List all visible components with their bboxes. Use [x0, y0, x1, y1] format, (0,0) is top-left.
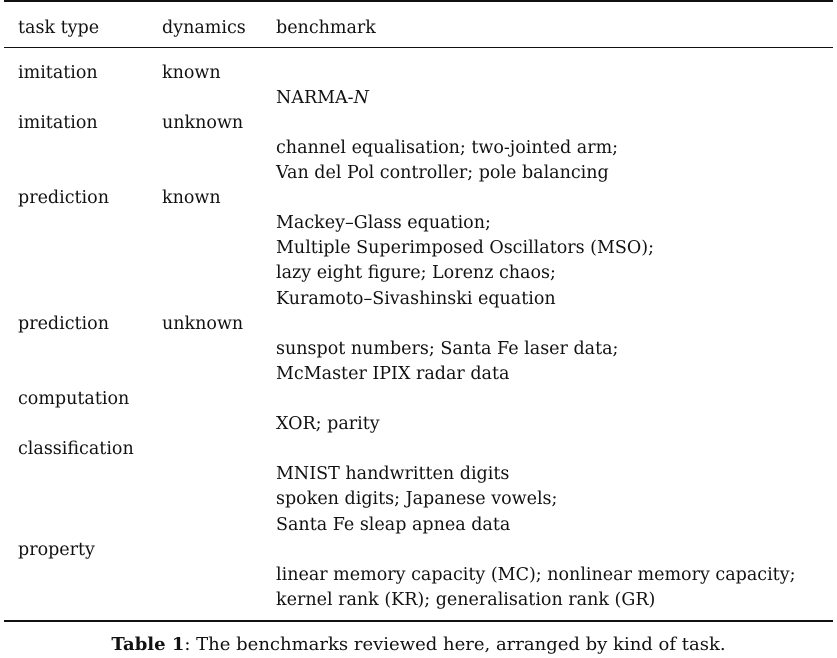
row-7-task-type: property	[18, 540, 95, 560]
row-4-task-type: prediction	[18, 314, 109, 334]
row-4-benchmark-line-1: sunspot numbers; Santa Fe laser data;	[276, 339, 619, 359]
row-6-benchmark-line-2: spoken digits; Japanese vowels;	[276, 489, 558, 509]
header-dynamics: dynamics	[162, 18, 246, 38]
caption-text: : The benchmarks reviewed here, arranged by kind of task.	[184, 634, 726, 655]
row-3-task-type: prediction	[18, 188, 109, 208]
row-3-dynamics: known	[162, 188, 221, 208]
row-1-dynamics: known	[162, 63, 221, 83]
row-3-benchmark-line-1: Mackey–Glass equation;	[276, 213, 491, 233]
row-1-benchmark-suffix: N	[353, 88, 369, 108]
table-bottom-rule	[4, 620, 833, 622]
table-top-rule	[4, 0, 833, 2]
row-4-benchmark-line-2: McMaster IPIX radar data	[276, 364, 510, 384]
row-4-dynamics: unknown	[162, 314, 244, 334]
row-1-task-type: imitation	[18, 63, 98, 83]
row-6-task-type: classification	[18, 439, 134, 459]
row-3-benchmark-line-2: Multiple Superimposed Oscillators (MSO);	[276, 238, 654, 258]
row-2-task-type: imitation	[18, 113, 98, 133]
row-7-benchmark-line-1: linear memory capacity (MC); nonlinear memory capacity;	[276, 565, 796, 585]
table-header-rule	[4, 47, 833, 48]
row-3-benchmark-line-4: Kuramoto–Sivashinski equation	[276, 289, 556, 309]
row-3-benchmark-line-3: lazy eight figure; Lorenz chaos;	[276, 263, 556, 283]
row-6-benchmark-line-1: MNIST handwritten digits	[276, 464, 510, 484]
row-2-dynamics: unknown	[162, 113, 244, 133]
row-6-benchmark-line-3: Santa Fe sleap apnea data	[276, 515, 511, 535]
row-5-task-type: computation	[18, 389, 130, 409]
table-caption	[0, 632, 837, 658]
row-5-benchmark-line-1: XOR; parity	[276, 414, 380, 434]
caption-label: Table 1	[111, 634, 185, 655]
header-task-type: task type	[18, 18, 100, 38]
row-1-benchmark	[276, 86, 369, 111]
row-2-benchmark-line-1: channel equalisation; two-jointed arm;	[276, 138, 619, 158]
row-1-benchmark-prefix: NARMA-	[276, 88, 354, 108]
header-benchmark: benchmark	[276, 18, 376, 38]
row-7-benchmark-line-2: kernel rank (KR); generalisation rank (GR)	[276, 590, 656, 610]
row-2-benchmark-line-2: Van del Pol controller; pole balancing	[276, 163, 609, 183]
